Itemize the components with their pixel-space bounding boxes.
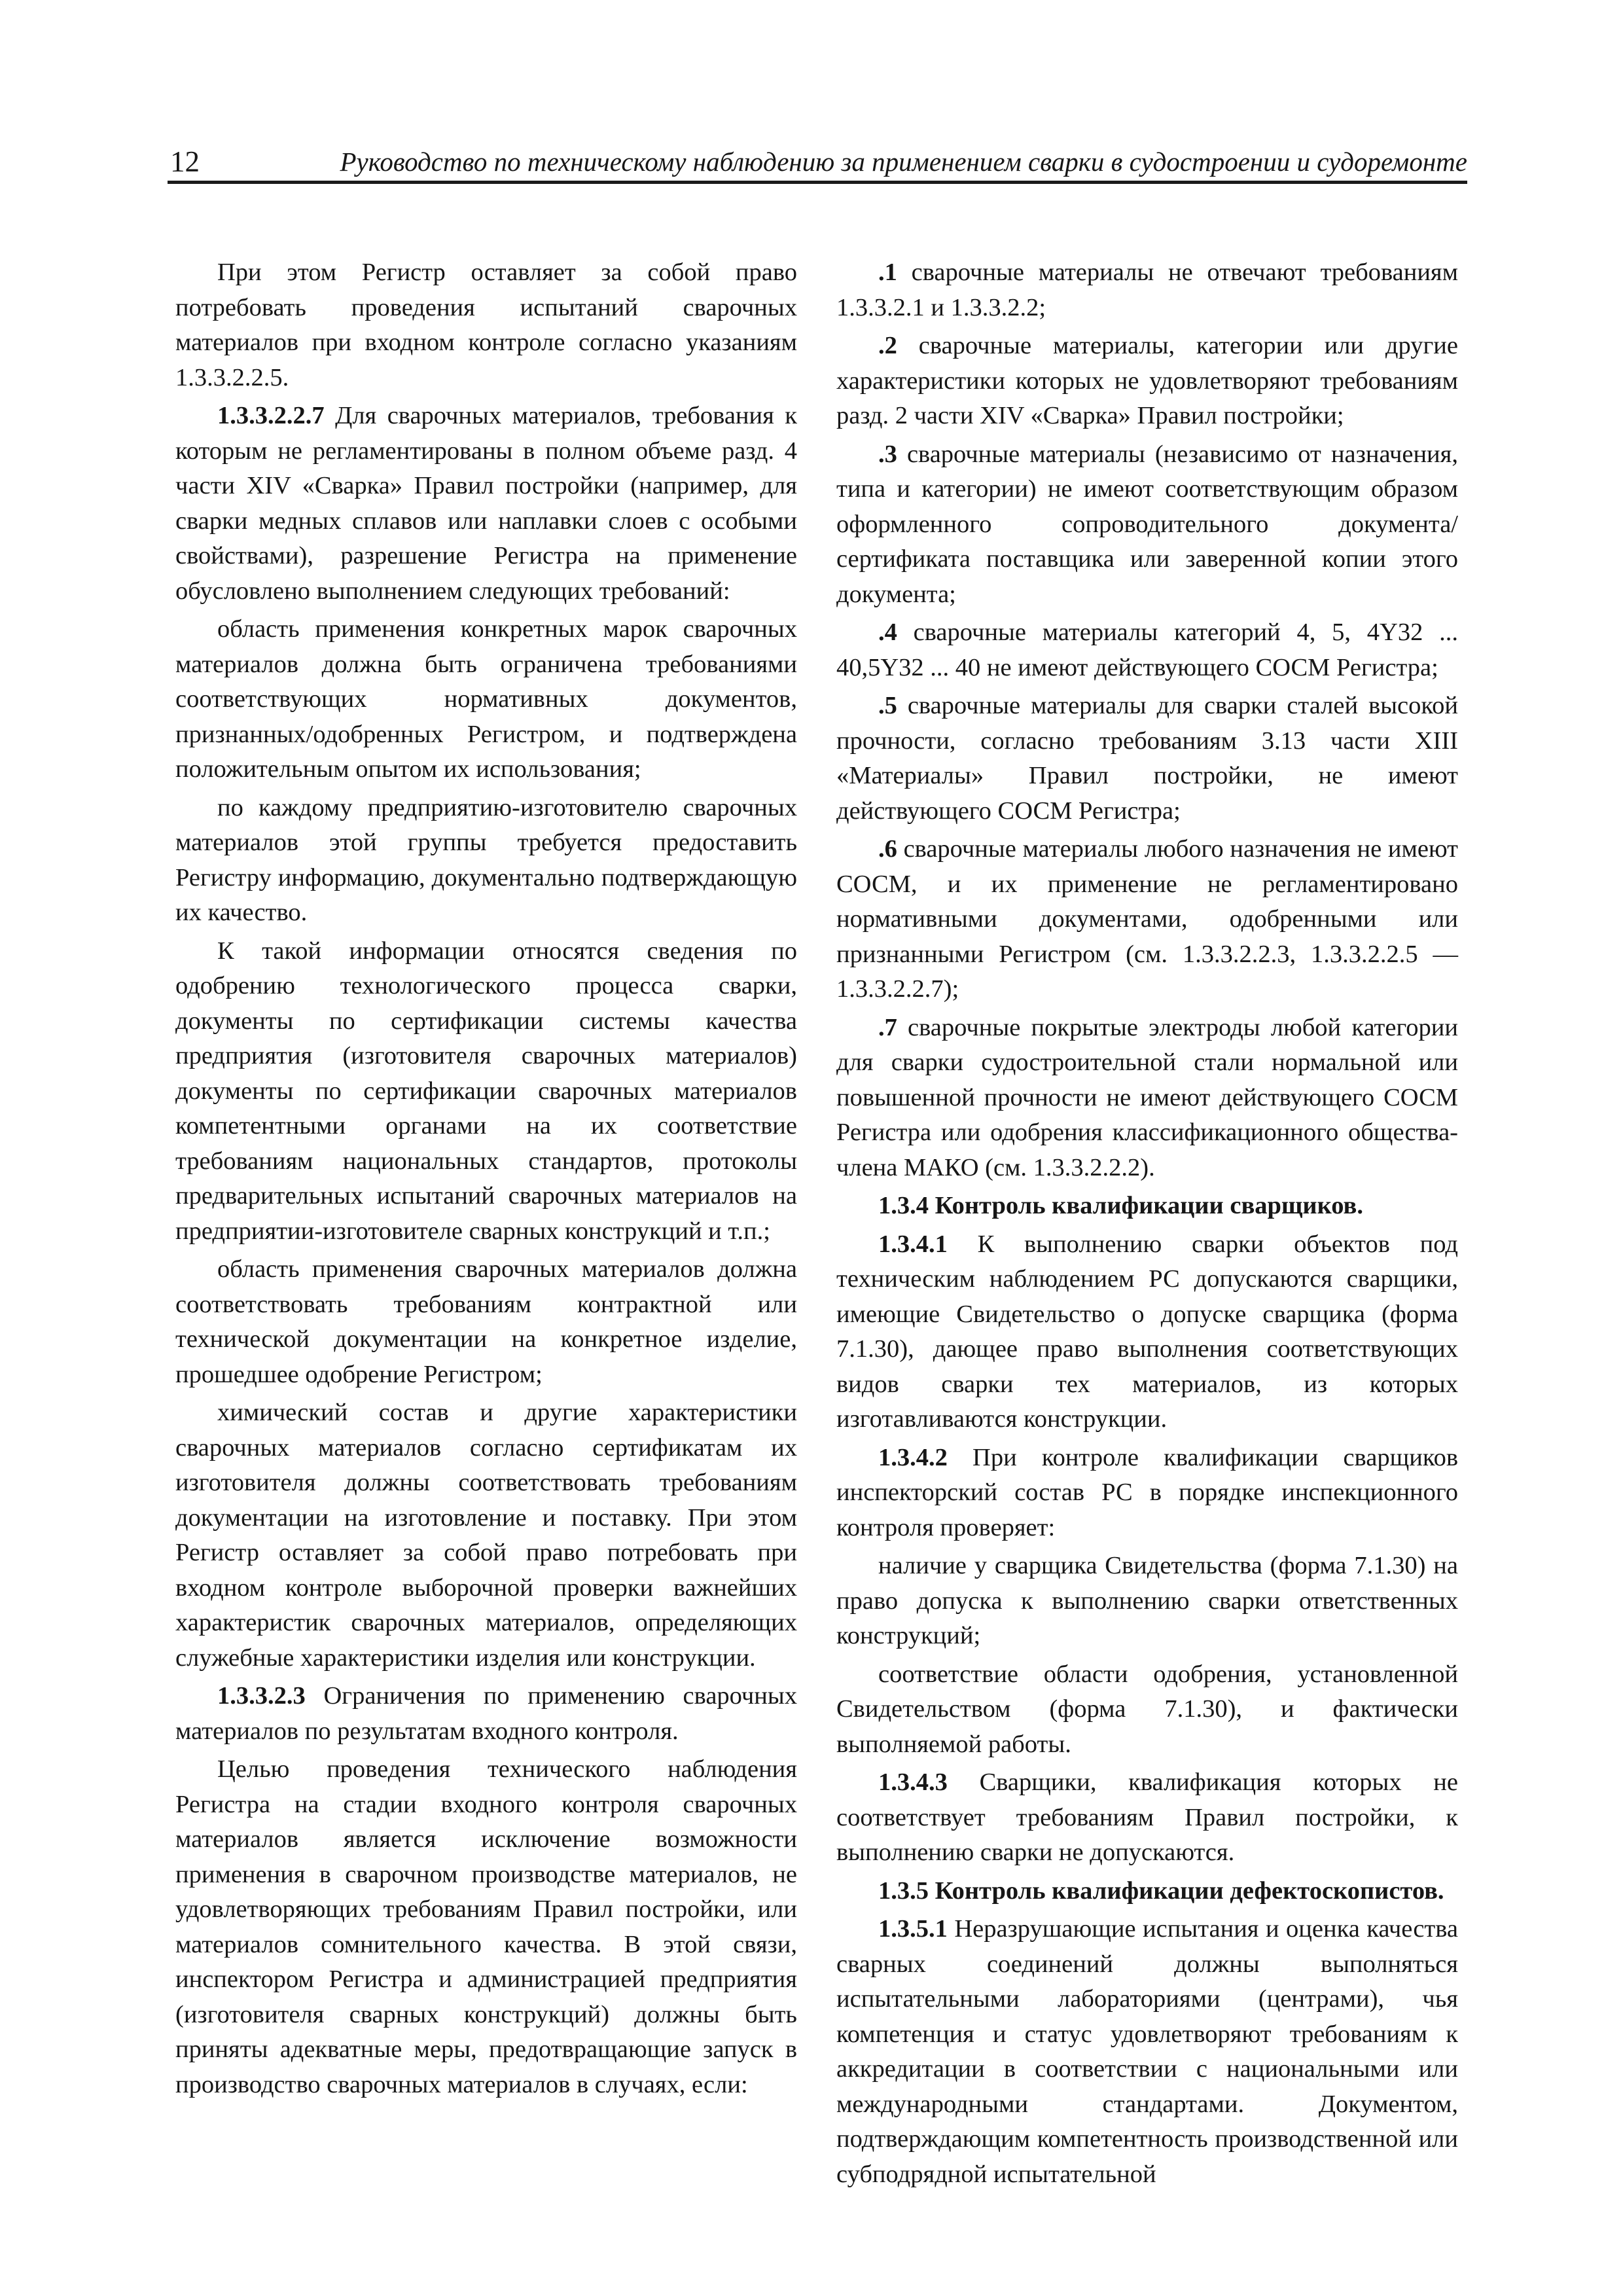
clause-number: 1.3.3.2.2.7 — [217, 402, 325, 429]
paragraph — [836, 1227, 1458, 1437]
paragraph-text: К выполнению сварки объектов под техническим наблюдением РС допускаются сварщики, имеющие Свидетельство о допуске сварщика (форма 7.1.30), дающее право выполнения соответствующих видов сварки тех материалов, из которых изготавливаются конструкции. — [836, 1230, 1458, 1433]
paragraph-text: сварочные материалы категорий 4, 5, 4Y32 ... 40,5Y32 ... 40 не имеют действующего СОСМ Регистра; — [836, 619, 1458, 681]
paragraph-text: Сварщики, квалификация которых не соответствует требованиям Правил постройки, к выполнению сварки не допускаются. — [836, 1768, 1458, 1866]
paragraph — [175, 934, 797, 1249]
paragraph-text: сварочные материалы (независимо от назначения, типа и категории) не имеют соответствующим образом оформленного сопроводительного документа/сертификата поставщика или заверенной копии этого документа; — [836, 440, 1458, 608]
paragraph — [836, 832, 1458, 1007]
paragraph-text: сварочные материалы любого назначения не имеют СОСМ, и их применение не регламентировано нормативными документами, одобренными или признанными Регистром (см. 1.3.3.2.2.3, 1.3.3.2.2.5 — 1.3.3.2.2.7); — [836, 835, 1458, 1003]
paragraph-text: по каждому предприятию-изготовителю сварочных материалов этой группы требуется предоставить Регистру информацию, документально подтверждающую их качество. — [175, 793, 797, 926]
paragraph — [836, 1912, 1458, 2192]
paragraph — [836, 329, 1458, 434]
paragraph-text: область применения сварочных материалов должна соответствовать требованиям контрактной или технической документации на конкретное изделие, прошедшее одобрение Регистром; — [175, 1255, 797, 1388]
paragraph — [836, 1011, 1458, 1186]
clause-number: 1.3.4.3 — [878, 1768, 948, 1796]
clause-number: .6 — [878, 835, 897, 863]
paragraph-text: При этом Регистр оставляет за собой право потребовать проведения испытаний сварочных материалов при входном контроле согласно указаниям 1.3.3.2.2.5. — [175, 259, 797, 391]
section-heading: 1.3.4 Контроль квалификации сварщиков. — [878, 1192, 1363, 1219]
clause-number: .2 — [878, 332, 897, 359]
paragraph — [836, 615, 1458, 685]
paragraph — [836, 689, 1458, 829]
paragraph — [836, 1441, 1458, 1546]
paragraph-text: Целью проведения технического наблюдения Регистра на стадии входного контроля сварочных материалов является исключение возможности применения в сварочном производстве материалов, не удовлетворяющих требованиям Правил постройки, или материалов сомнительного качества. В этой связи, инспектором Регистра и администрацией предприятия (изготовителя сварных конструкций) должны быть приняты адекватные меры, предотвращающие запуск в производство сварочных материалов в случаях, если: — [175, 1755, 797, 2098]
clause-number: 1.3.4.1 — [878, 1230, 948, 1258]
paragraph-text: Для сварочных материалов, требования к которым не регламентированы в полном объеме разд. 4 части XIV «Сварка» Правил постройки (например, для сварки медных сплавов или наплавки слоев с особыми свойствами), разрешение Регистра на применение обусловлено выполнением следующих требований: — [175, 402, 797, 605]
paragraph — [175, 612, 797, 787]
page-header — [168, 141, 1467, 184]
paragraph-text: Ограничения по применению сварочных материалов по результатам входного контроля. — [175, 1682, 797, 1745]
paragraph — [836, 437, 1458, 613]
clause-number: 1.3.3.2.3 — [217, 1682, 306, 1710]
paragraph — [175, 1752, 797, 2102]
paragraph-text: область применения конкретных марок сварочных материалов должна быть ограничена требованиями соответствующих нормативных документов, признанных/одобренных Регистром, и подтверждена положительным опытом их использования; — [175, 615, 797, 783]
paragraph-text: сварочные материалы для сварки сталей высокой прочности, согласно требованиям 3.13 части XIII «Материалы» Правил постройки, не имеют действующего СОСМ Регистра; — [836, 692, 1458, 825]
clause-number: .4 — [878, 619, 897, 646]
paragraph — [175, 1679, 797, 1749]
paragraph — [175, 255, 797, 395]
paragraph-text: К такой информации относятся сведения по одобрению технологического процесса сварки, документы по сертификации системы качества предприятия (изготовителя сварочных материалов) документы по сертификации сварочных материалов компетентными органами на их соответствие требованиям национальных стандартов, протоколы предварительных испытаний сварочных материалов на предприятии-изготовителе сварных конструкций и т.п.; — [175, 937, 797, 1245]
paragraph-text: наличие у сварщика Свидетельства (форма 7.1.30) на право допуска к выполнению сварки ответственных конструкций; — [836, 1552, 1458, 1649]
paragraph — [836, 1549, 1458, 1654]
page-number: 12 — [170, 145, 200, 178]
clause-number: 1.3.5.1 — [878, 1915, 948, 1943]
clause-number: .7 — [878, 1013, 897, 1041]
clause-number: .3 — [878, 440, 897, 468]
clause-number: 1.3.4.2 — [878, 1443, 948, 1471]
clause-number: .1 — [878, 259, 897, 286]
paragraph — [836, 1765, 1458, 1871]
paragraph-text: соответствие области одобрения, установленной Свидетельством (форма 7.1.30), и фактически выполняемой работы. — [836, 1660, 1458, 1758]
left-column — [175, 255, 797, 2106]
paragraph-text: химический состав и другие характеристики сварочных материалов согласно сертификатам их изготовителя должны соответствовать требованиям документации на изготовление и поставку. При этом Регистр оставляет за собой право потребовать при входном контроле выборочной проверки важнейших характеристик сварочных материалов, определяющих служебные характеристики изделия или конструкции. — [175, 1399, 797, 1672]
running-title: Руководство по техническому наблюдению за применением сварки в судостроении и судоремонте — [340, 147, 1467, 177]
paragraph — [175, 1252, 797, 1392]
paragraph — [175, 791, 797, 931]
paragraph — [175, 1395, 797, 1676]
paragraph-text: сварочные покрытые электроды любой категории для сварки судостроительной стали нормальной или повышенной прочности не имеют действующего СОСМ Регистра или одобрения классификационного общества-члена МАКО (см. 1.3.3.2.2.2). — [836, 1013, 1458, 1181]
paragraph — [836, 255, 1458, 325]
paragraph-text: сварочные материалы, категории или другие характеристики которых не удовлетворяют требованиям разд. 2 части XIV «Сварка» Правил постройки; — [836, 332, 1458, 429]
paragraph-text: При контроле квалификации сварщиков инспекторский состав РС в порядке инспекционного контроля проверяет: — [836, 1443, 1458, 1541]
paragraph — [836, 1657, 1458, 1763]
paragraph-text: сварочные материалы не отвечают требованиям 1.3.3.2.1 и 1.3.3.2.2; — [836, 259, 1458, 321]
clause-number: .5 — [878, 692, 897, 719]
section-heading: 1.3.5 Контроль квалификации дефектоскопистов. — [878, 1876, 1444, 1905]
paragraph-text: Неразрушающие испытания и оценка качества сварных соединений должны выполняться испытательными лабораториями (центрами), чья компетенция и статус удовлетворяют требованиям к аккредитации в соответствии с национальными или международными стандартами. Документом, подтверждающим компетентность производственной или субподрядной испытательной — [836, 1915, 1458, 2188]
paragraph — [175, 399, 797, 609]
right-column — [836, 255, 1458, 2195]
